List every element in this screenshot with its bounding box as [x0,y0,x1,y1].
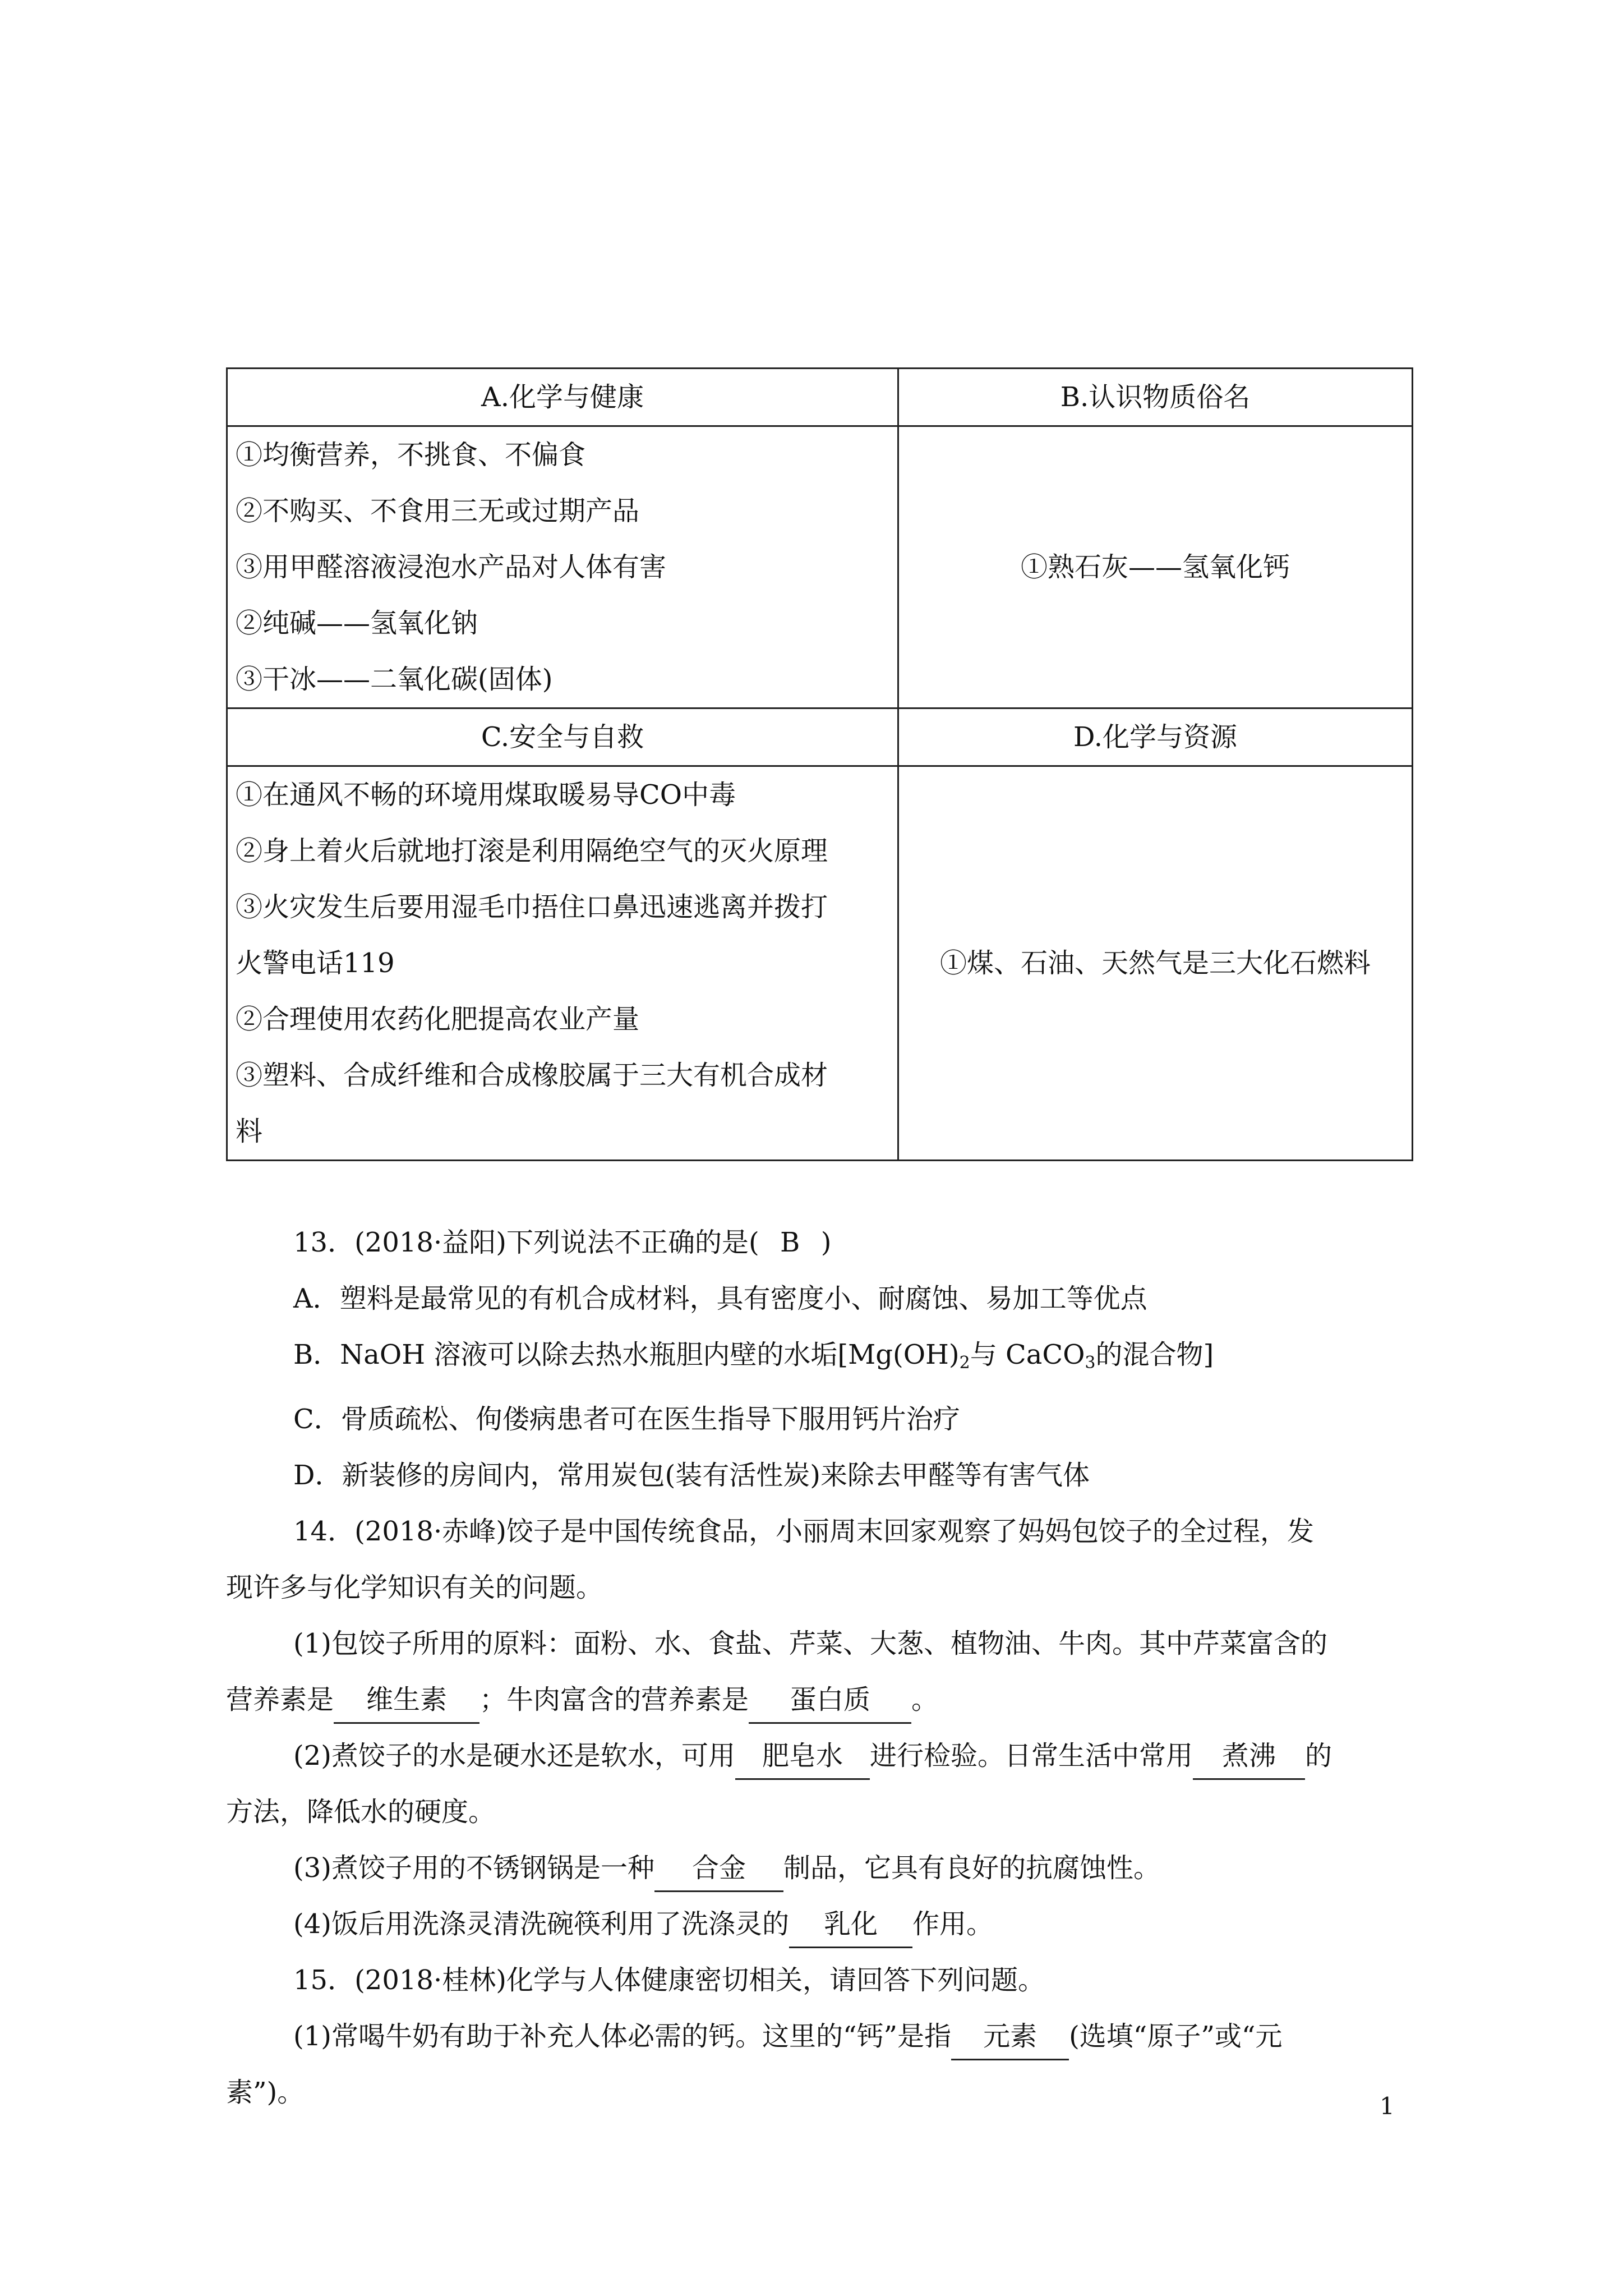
question-14-part-1: (1)包饺子所用的原料：面粉、水、食盐、芹菜、大葱、植物油、牛肉。其中芹菜富含的 [293,1628,1327,1659]
question-13-stem: 13．(2018·益阳)下列说法不正确的是( B ) [226,1214,1412,1271]
answer-blank: 蛋白质 [749,1677,911,1724]
table-cell-d: ①煤、石油、天然气是三大化石燃料 [898,766,1413,1161]
answer-blank: 合金 [654,1846,783,1892]
table-line: 料 [236,1116,263,1147]
table-cell-c [227,766,898,1161]
question-14-part-2-cont: 方法，降低水的硬度。 [226,1796,496,1828]
table-line: ③塑料、合成纤维和合成橡胶属于三大有机合成材 [236,1060,828,1091]
question-13-option-b: B．NaOH 溶液可以除去热水瓶胆内壁的水垢[$Mg(OH)_2$与 CaCO$_3$的混合物] [293,1339,1214,1373]
question-14-part-4: (4)饭后用洗涤灵清洗碗筷利用了洗涤灵的 乳化 作用。 [226,1896,1412,1952]
answer-blank: 元素 [951,2014,1069,2060]
question-14-stem: 14．(2018·赤峰)饺子是中国传统食品，小丽周末回家观察了妈妈包饺子的全过程，发 [293,1516,1314,1547]
question-13-answer: B [780,1227,800,1258]
page-number: 1 [1380,2092,1395,2120]
table-cell-a [227,426,898,708]
question-14-stem-cont: 现许多与化学知识有关的问题。 [226,1572,603,1603]
table-header-a: A.化学与健康 [227,369,898,426]
table-line: ③用甲醛溶液浸泡水产品对人体有害 [236,551,667,583]
question-13-option-c: C．骨质疏松、佝偻病患者可在医生指导下服用钙片治疗 [293,1404,960,1435]
table-line: ①均衡营养，不挑食、不偏食 [236,439,586,471]
table-header-b: B.认识物质俗名 [898,369,1413,426]
questions-block [226,1214,1412,2120]
table-header-d: D.化学与资源 [898,708,1413,766]
question-13-option-a: A．塑料是最常见的有机合成材料，具有密度小、耐腐蚀、易加工等优点 [293,1283,1147,1314]
table-header-c: C.安全与自救 [227,708,898,766]
table-line: ②身上着火后就地打滚是利用隔绝空气的灭火原理 [236,835,828,867]
table-line: 火警电话119 [236,947,395,979]
answer-blank: 肥皂水 [735,1733,870,1780]
table-line: ③干冰——二氧化碳(固体) [236,664,553,695]
question-15-part-1: (1)常喝牛奶有助于补充人体必需的钙。这里的“钙”是指 元素 (选填“原子”或“元 [226,2008,1412,2064]
table-row [227,708,1413,766]
question-15-stem: 15．(2018·桂林)化学与人体健康密切相关，请回答下列问题。 [293,1964,1045,1996]
answer-blank: 乳化 [789,1902,912,1948]
question-13-option-d: D．新装修的房间内，常用炭包(装有活性炭)来除去甲醛等有害气体 [293,1460,1090,1491]
table-cell-b: ①熟石灰——氢氧化钙 [898,426,1413,708]
table-line: ②合理使用农药化肥提高农业产量 [236,1004,640,1035]
question-14-part-3: (3)煮饺子用的不锈钢锅是一种 合金 制品，它具有良好的抗腐蚀性。 [226,1840,1412,1896]
knowledge-table [226,367,1413,1161]
table-line: ②不购买、不食用三无或过期产品 [236,495,640,527]
table-row [227,766,1413,1161]
table-line: ②纯碱——氢氧化钠 [236,608,478,639]
table-row [227,426,1413,708]
answer-blank: 煮沸 [1193,1733,1305,1780]
table-line: ③火灾发生后要用湿毛巾捂住口鼻迅速逃离并拨打 [236,891,828,923]
question-14-part-1-cont: 营养素是 维生素 ；牛肉富含的营养素是 蛋白质 。 [226,1672,1412,1728]
answer-blank: 维生素 [334,1677,479,1724]
question-15-part-1-cont: 素”)。 [226,2077,305,2108]
question-14-part-2: (2)煮饺子的水是硬水还是软水，可用 肥皂水 进行检验。日常生活中常用 煮沸 的 [226,1728,1412,1784]
table-row [227,369,1413,426]
table-line: ①在通风不畅的环境用煤取暖易导CO中毒 [236,779,736,811]
